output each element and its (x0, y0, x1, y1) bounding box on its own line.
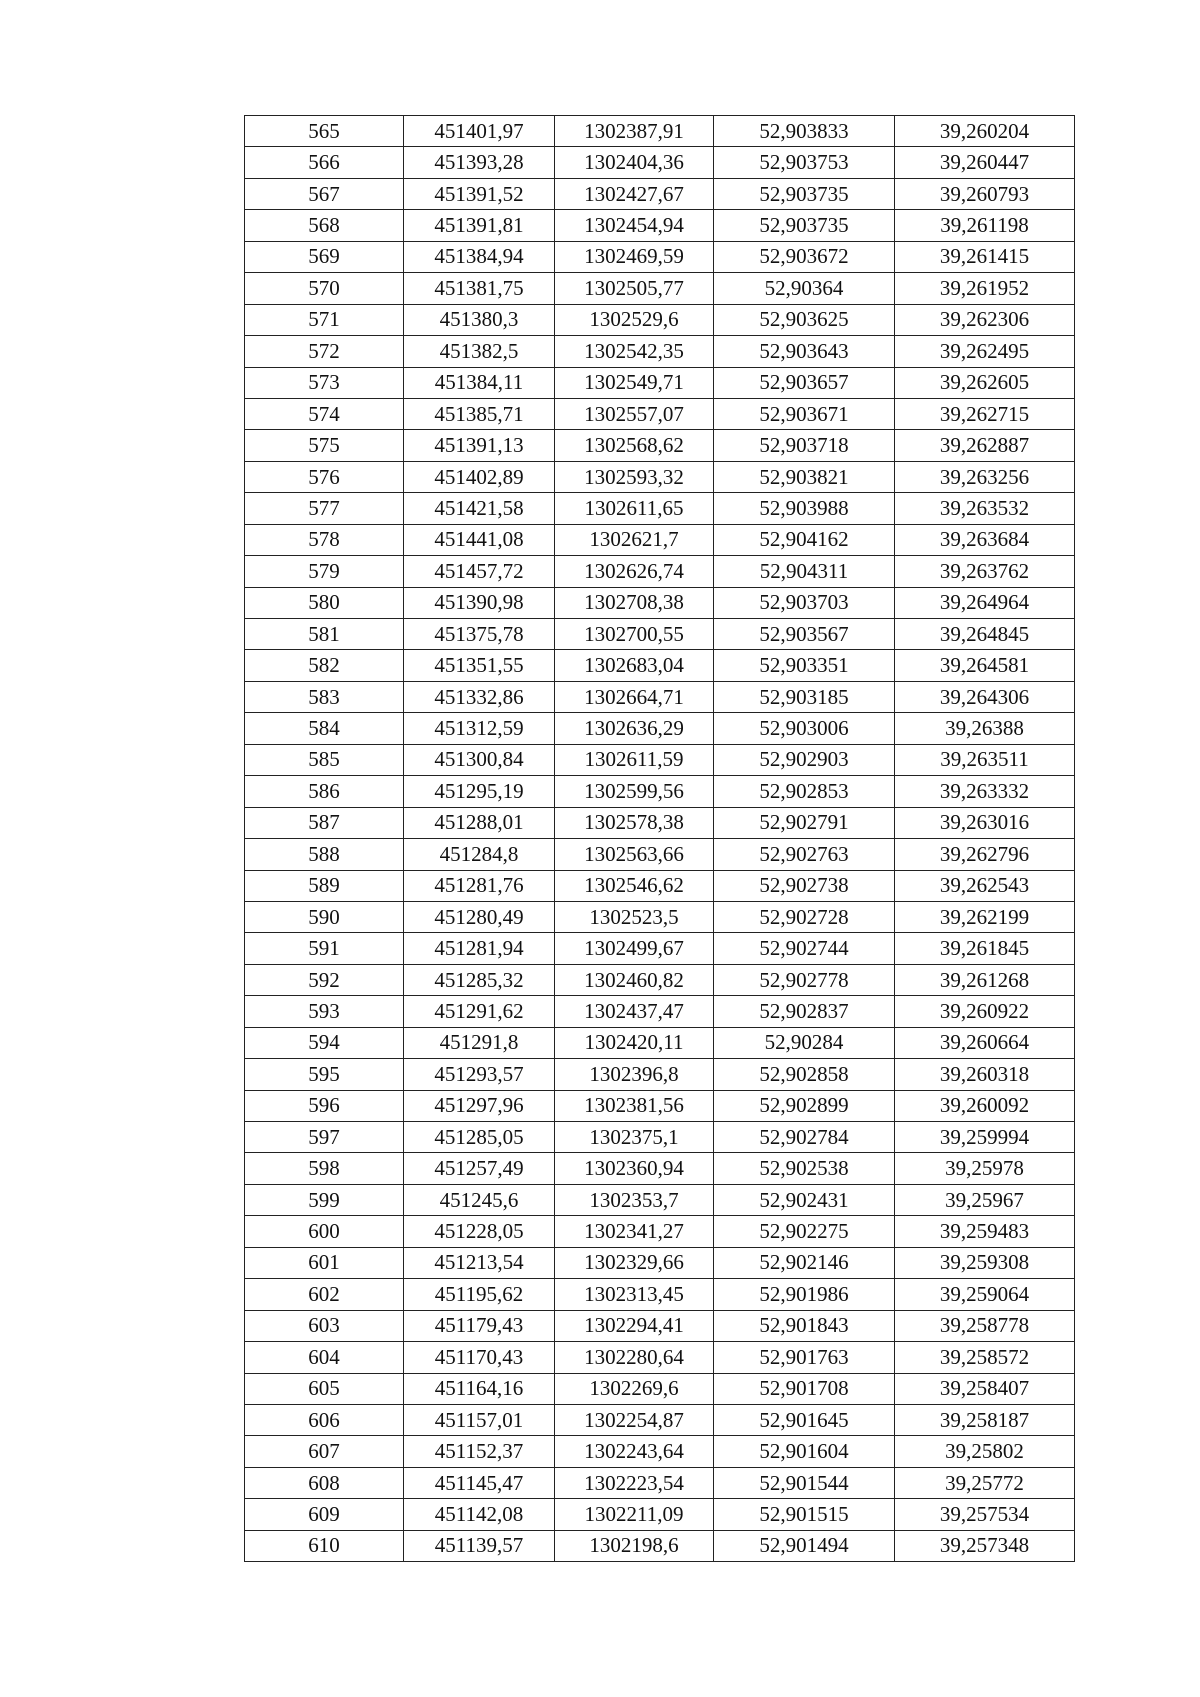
table-row (245, 1247, 1075, 1278)
longitude-cell: 39,257534 (895, 1499, 1075, 1530)
longitude-cell: 39,25967 (895, 1184, 1075, 1215)
point-number-cell: 583 (245, 681, 404, 712)
table-row (245, 713, 1075, 744)
y-coordinate-cell: 1302611,59 (555, 744, 714, 775)
table-row (245, 430, 1075, 461)
point-number-cell: 607 (245, 1436, 404, 1467)
y-coordinate-cell: 1302469,59 (555, 241, 714, 272)
point-number-cell: 598 (245, 1153, 404, 1184)
latitude-cell: 52,903185 (714, 681, 895, 712)
longitude-cell: 39,25772 (895, 1467, 1075, 1498)
latitude-cell: 52,904162 (714, 524, 895, 555)
point-number-cell: 609 (245, 1499, 404, 1530)
y-coordinate-cell: 1302557,07 (555, 398, 714, 429)
y-coordinate-cell: 1302427,67 (555, 178, 714, 209)
point-number-cell: 599 (245, 1184, 404, 1215)
point-number-cell: 608 (245, 1467, 404, 1498)
longitude-cell: 39,262495 (895, 336, 1075, 367)
x-coordinate-cell: 451285,32 (404, 964, 555, 995)
y-coordinate-cell: 1302294,41 (555, 1310, 714, 1341)
longitude-cell: 39,264581 (895, 650, 1075, 681)
y-coordinate-cell: 1302353,7 (555, 1184, 714, 1215)
y-coordinate-cell: 1302211,09 (555, 1499, 714, 1530)
longitude-cell: 39,263532 (895, 493, 1075, 524)
y-coordinate-cell: 1302420,11 (555, 1027, 714, 1058)
point-number-cell: 600 (245, 1216, 404, 1247)
y-coordinate-cell: 1302381,56 (555, 1090, 714, 1121)
x-coordinate-cell: 451164,16 (404, 1373, 555, 1404)
x-coordinate-cell: 451195,62 (404, 1279, 555, 1310)
point-number-cell: 597 (245, 1122, 404, 1153)
table-row (245, 398, 1075, 429)
point-number-cell: 605 (245, 1373, 404, 1404)
table-row (245, 241, 1075, 272)
longitude-cell: 39,261952 (895, 273, 1075, 304)
table-row (245, 587, 1075, 618)
y-coordinate-cell: 1302578,38 (555, 807, 714, 838)
x-coordinate-cell: 451179,43 (404, 1310, 555, 1341)
latitude-cell: 52,903718 (714, 430, 895, 461)
longitude-cell: 39,258407 (895, 1373, 1075, 1404)
y-coordinate-cell: 1302223,54 (555, 1467, 714, 1498)
y-coordinate-cell: 1302198,6 (555, 1530, 714, 1561)
latitude-cell: 52,902728 (714, 901, 895, 932)
x-coordinate-cell: 451402,89 (404, 461, 555, 492)
point-number-cell: 575 (245, 430, 404, 461)
point-number-cell: 593 (245, 996, 404, 1027)
latitude-cell: 52,902778 (714, 964, 895, 995)
point-number-cell: 574 (245, 398, 404, 429)
latitude-cell: 52,902146 (714, 1247, 895, 1278)
longitude-cell: 39,26388 (895, 713, 1075, 744)
table-row (245, 996, 1075, 1027)
x-coordinate-cell: 451142,08 (404, 1499, 555, 1530)
y-coordinate-cell: 1302360,94 (555, 1153, 714, 1184)
point-number-cell: 595 (245, 1059, 404, 1090)
x-coordinate-cell: 451381,75 (404, 273, 555, 304)
table-row (245, 839, 1075, 870)
longitude-cell: 39,260092 (895, 1090, 1075, 1121)
longitude-cell: 39,263016 (895, 807, 1075, 838)
longitude-cell: 39,25802 (895, 1436, 1075, 1467)
y-coordinate-cell: 1302636,29 (555, 713, 714, 744)
y-coordinate-cell: 1302549,71 (555, 367, 714, 398)
y-coordinate-cell: 1302542,35 (555, 336, 714, 367)
latitude-cell: 52,901604 (714, 1436, 895, 1467)
y-coordinate-cell: 1302708,38 (555, 587, 714, 618)
longitude-cell: 39,263332 (895, 776, 1075, 807)
latitude-cell: 52,903351 (714, 650, 895, 681)
longitude-cell: 39,262796 (895, 839, 1075, 870)
longitude-cell: 39,263684 (895, 524, 1075, 555)
x-coordinate-cell: 451170,43 (404, 1342, 555, 1373)
x-coordinate-cell: 451391,81 (404, 210, 555, 241)
point-number-cell: 581 (245, 619, 404, 650)
x-coordinate-cell: 451281,76 (404, 870, 555, 901)
y-coordinate-cell: 1302523,5 (555, 901, 714, 932)
table-row (245, 681, 1075, 712)
y-coordinate-cell: 1302269,6 (555, 1373, 714, 1404)
y-coordinate-cell: 1302254,87 (555, 1404, 714, 1435)
x-coordinate-cell: 451139,57 (404, 1530, 555, 1561)
x-coordinate-cell: 451391,52 (404, 178, 555, 209)
latitude-cell: 52,902538 (714, 1153, 895, 1184)
point-number-cell: 606 (245, 1404, 404, 1435)
longitude-cell: 39,261845 (895, 933, 1075, 964)
longitude-cell: 39,259994 (895, 1122, 1075, 1153)
point-number-cell: 570 (245, 273, 404, 304)
y-coordinate-cell: 1302546,62 (555, 870, 714, 901)
latitude-cell: 52,901515 (714, 1499, 895, 1530)
table-row (245, 304, 1075, 335)
point-number-cell: 588 (245, 839, 404, 870)
point-number-cell: 567 (245, 178, 404, 209)
x-coordinate-cell: 451384,94 (404, 241, 555, 272)
y-coordinate-cell: 1302375,1 (555, 1122, 714, 1153)
latitude-cell: 52,901843 (714, 1310, 895, 1341)
point-number-cell: 566 (245, 147, 404, 178)
x-coordinate-cell: 451332,86 (404, 681, 555, 712)
table-row (245, 1499, 1075, 1530)
point-number-cell: 590 (245, 901, 404, 932)
x-coordinate-cell: 451380,3 (404, 304, 555, 335)
x-coordinate-cell: 451385,71 (404, 398, 555, 429)
table-row (245, 178, 1075, 209)
x-coordinate-cell: 451300,84 (404, 744, 555, 775)
table-row (245, 1059, 1075, 1090)
longitude-cell: 39,260922 (895, 996, 1075, 1027)
table-row (245, 1122, 1075, 1153)
point-number-cell: 604 (245, 1342, 404, 1373)
x-coordinate-cell: 451375,78 (404, 619, 555, 650)
latitude-cell: 52,903988 (714, 493, 895, 524)
point-number-cell: 589 (245, 870, 404, 901)
latitude-cell: 52,90364 (714, 273, 895, 304)
x-coordinate-cell: 451441,08 (404, 524, 555, 555)
point-number-cell: 578 (245, 524, 404, 555)
latitude-cell: 52,902744 (714, 933, 895, 964)
table-row (245, 807, 1075, 838)
y-coordinate-cell: 1302454,94 (555, 210, 714, 241)
latitude-cell: 52,901708 (714, 1373, 895, 1404)
point-number-cell: 592 (245, 964, 404, 995)
longitude-cell: 39,263511 (895, 744, 1075, 775)
latitude-cell: 52,902763 (714, 839, 895, 870)
y-coordinate-cell: 1302664,71 (555, 681, 714, 712)
point-number-cell: 585 (245, 744, 404, 775)
coordinates-table-body (245, 116, 1075, 1562)
longitude-cell: 39,261415 (895, 241, 1075, 272)
table-row (245, 933, 1075, 964)
point-number-cell: 591 (245, 933, 404, 964)
point-number-cell: 602 (245, 1279, 404, 1310)
longitude-cell: 39,258572 (895, 1342, 1075, 1373)
point-number-cell: 577 (245, 493, 404, 524)
table-row (245, 1153, 1075, 1184)
x-coordinate-cell: 451257,49 (404, 1153, 555, 1184)
point-number-cell: 582 (245, 650, 404, 681)
x-coordinate-cell: 451213,54 (404, 1247, 555, 1278)
point-number-cell: 572 (245, 336, 404, 367)
latitude-cell: 52,903753 (714, 147, 895, 178)
table-row (245, 367, 1075, 398)
table-row (245, 1310, 1075, 1341)
longitude-cell: 39,260793 (895, 178, 1075, 209)
table-row (245, 1467, 1075, 1498)
point-number-cell: 596 (245, 1090, 404, 1121)
longitude-cell: 39,257348 (895, 1530, 1075, 1561)
longitude-cell: 39,262605 (895, 367, 1075, 398)
latitude-cell: 52,903821 (714, 461, 895, 492)
y-coordinate-cell: 1302341,27 (555, 1216, 714, 1247)
y-coordinate-cell: 1302280,64 (555, 1342, 714, 1373)
latitude-cell: 52,901986 (714, 1279, 895, 1310)
table-row (245, 1279, 1075, 1310)
longitude-cell: 39,260318 (895, 1059, 1075, 1090)
point-number-cell: 579 (245, 556, 404, 587)
latitude-cell: 52,903833 (714, 116, 895, 147)
table-row (245, 964, 1075, 995)
y-coordinate-cell: 1302243,64 (555, 1436, 714, 1467)
y-coordinate-cell: 1302593,32 (555, 461, 714, 492)
y-coordinate-cell: 1302499,67 (555, 933, 714, 964)
table-row (245, 524, 1075, 555)
longitude-cell: 39,25978 (895, 1153, 1075, 1184)
latitude-cell: 52,901645 (714, 1404, 895, 1435)
x-coordinate-cell: 451391,13 (404, 430, 555, 461)
latitude-cell: 52,903625 (714, 304, 895, 335)
table-row (245, 336, 1075, 367)
longitude-cell: 39,263762 (895, 556, 1075, 587)
y-coordinate-cell: 1302611,65 (555, 493, 714, 524)
latitude-cell: 52,903672 (714, 241, 895, 272)
y-coordinate-cell: 1302626,74 (555, 556, 714, 587)
longitude-cell: 39,258778 (895, 1310, 1075, 1341)
table-row (245, 493, 1075, 524)
x-coordinate-cell: 451293,57 (404, 1059, 555, 1090)
longitude-cell: 39,262306 (895, 304, 1075, 335)
y-coordinate-cell: 1302404,36 (555, 147, 714, 178)
y-coordinate-cell: 1302700,55 (555, 619, 714, 650)
longitude-cell: 39,264306 (895, 681, 1075, 712)
x-coordinate-cell: 451228,05 (404, 1216, 555, 1247)
y-coordinate-cell: 1302329,66 (555, 1247, 714, 1278)
longitude-cell: 39,259483 (895, 1216, 1075, 1247)
longitude-cell: 39,263256 (895, 461, 1075, 492)
table-row (245, 461, 1075, 492)
x-coordinate-cell: 451384,11 (404, 367, 555, 398)
latitude-cell: 52,902899 (714, 1090, 895, 1121)
table-row (245, 147, 1075, 178)
x-coordinate-cell: 451382,5 (404, 336, 555, 367)
latitude-cell: 52,903671 (714, 398, 895, 429)
longitude-cell: 39,262199 (895, 901, 1075, 932)
latitude-cell: 52,901494 (714, 1530, 895, 1561)
longitude-cell: 39,261198 (895, 210, 1075, 241)
longitude-cell: 39,264845 (895, 619, 1075, 650)
table-row (245, 1090, 1075, 1121)
point-number-cell: 565 (245, 116, 404, 147)
x-coordinate-cell: 451401,97 (404, 116, 555, 147)
point-number-cell: 568 (245, 210, 404, 241)
x-coordinate-cell: 451291,8 (404, 1027, 555, 1058)
longitude-cell: 39,261268 (895, 964, 1075, 995)
latitude-cell: 52,904311 (714, 556, 895, 587)
x-coordinate-cell: 451351,55 (404, 650, 555, 681)
latitude-cell: 52,902275 (714, 1216, 895, 1247)
x-coordinate-cell: 451295,19 (404, 776, 555, 807)
table-row (245, 901, 1075, 932)
point-number-cell: 594 (245, 1027, 404, 1058)
table-row (245, 1373, 1075, 1404)
y-coordinate-cell: 1302568,62 (555, 430, 714, 461)
longitude-cell: 39,262715 (895, 398, 1075, 429)
latitude-cell: 52,902853 (714, 776, 895, 807)
table-row (245, 1530, 1075, 1561)
point-number-cell: 573 (245, 367, 404, 398)
table-row (245, 273, 1075, 304)
point-number-cell: 610 (245, 1530, 404, 1561)
x-coordinate-cell: 451245,6 (404, 1184, 555, 1215)
table-row (245, 556, 1075, 587)
table-row (245, 776, 1075, 807)
table-row (245, 870, 1075, 901)
point-number-cell: 569 (245, 241, 404, 272)
y-coordinate-cell: 1302313,45 (555, 1279, 714, 1310)
table-row (245, 1216, 1075, 1247)
table-row (245, 650, 1075, 681)
latitude-cell: 52,902784 (714, 1122, 895, 1153)
x-coordinate-cell: 451297,96 (404, 1090, 555, 1121)
latitude-cell: 52,903703 (714, 587, 895, 618)
longitude-cell: 39,258187 (895, 1404, 1075, 1435)
longitude-cell: 39,259308 (895, 1247, 1075, 1278)
latitude-cell: 52,903735 (714, 210, 895, 241)
longitude-cell: 39,262543 (895, 870, 1075, 901)
latitude-cell: 52,903567 (714, 619, 895, 650)
coordinates-table (244, 115, 1075, 1562)
point-number-cell: 603 (245, 1310, 404, 1341)
table-row (245, 1342, 1075, 1373)
table-row (245, 210, 1075, 241)
x-coordinate-cell: 451457,72 (404, 556, 555, 587)
x-coordinate-cell: 451281,94 (404, 933, 555, 964)
y-coordinate-cell: 1302529,6 (555, 304, 714, 335)
x-coordinate-cell: 451280,49 (404, 901, 555, 932)
y-coordinate-cell: 1302505,77 (555, 273, 714, 304)
y-coordinate-cell: 1302396,8 (555, 1059, 714, 1090)
x-coordinate-cell: 451312,59 (404, 713, 555, 744)
point-number-cell: 587 (245, 807, 404, 838)
point-number-cell: 584 (245, 713, 404, 744)
y-coordinate-cell: 1302387,91 (555, 116, 714, 147)
point-number-cell: 576 (245, 461, 404, 492)
latitude-cell: 52,902837 (714, 996, 895, 1027)
y-coordinate-cell: 1302437,47 (555, 996, 714, 1027)
longitude-cell: 39,260664 (895, 1027, 1075, 1058)
y-coordinate-cell: 1302683,04 (555, 650, 714, 681)
latitude-cell: 52,901763 (714, 1342, 895, 1373)
latitude-cell: 52,902858 (714, 1059, 895, 1090)
table-row (245, 116, 1075, 147)
table-row (245, 744, 1075, 775)
table-row (245, 1027, 1075, 1058)
latitude-cell: 52,903643 (714, 336, 895, 367)
x-coordinate-cell: 451288,01 (404, 807, 555, 838)
point-number-cell: 580 (245, 587, 404, 618)
x-coordinate-cell: 451393,28 (404, 147, 555, 178)
latitude-cell: 52,903735 (714, 178, 895, 209)
point-number-cell: 586 (245, 776, 404, 807)
longitude-cell: 39,262887 (895, 430, 1075, 461)
x-coordinate-cell: 451157,01 (404, 1404, 555, 1435)
x-coordinate-cell: 451421,58 (404, 493, 555, 524)
table-row (245, 1184, 1075, 1215)
latitude-cell: 52,902431 (714, 1184, 895, 1215)
latitude-cell: 52,902903 (714, 744, 895, 775)
y-coordinate-cell: 1302599,56 (555, 776, 714, 807)
point-number-cell: 571 (245, 304, 404, 335)
longitude-cell: 39,259064 (895, 1279, 1075, 1310)
x-coordinate-cell: 451152,37 (404, 1436, 555, 1467)
latitude-cell: 52,902791 (714, 807, 895, 838)
table-row (245, 619, 1075, 650)
x-coordinate-cell: 451390,98 (404, 587, 555, 618)
y-coordinate-cell: 1302460,82 (555, 964, 714, 995)
table-row (245, 1404, 1075, 1435)
latitude-cell: 52,902738 (714, 870, 895, 901)
latitude-cell: 52,903006 (714, 713, 895, 744)
longitude-cell: 39,264964 (895, 587, 1075, 618)
latitude-cell: 52,901544 (714, 1467, 895, 1498)
y-coordinate-cell: 1302563,66 (555, 839, 714, 870)
point-number-cell: 601 (245, 1247, 404, 1278)
y-coordinate-cell: 1302621,7 (555, 524, 714, 555)
longitude-cell: 39,260204 (895, 116, 1075, 147)
x-coordinate-cell: 451285,05 (404, 1122, 555, 1153)
x-coordinate-cell: 451145,47 (404, 1467, 555, 1498)
x-coordinate-cell: 451284,8 (404, 839, 555, 870)
table-row (245, 1436, 1075, 1467)
x-coordinate-cell: 451291,62 (404, 996, 555, 1027)
latitude-cell: 52,903657 (714, 367, 895, 398)
latitude-cell: 52,90284 (714, 1027, 895, 1058)
longitude-cell: 39,260447 (895, 147, 1075, 178)
